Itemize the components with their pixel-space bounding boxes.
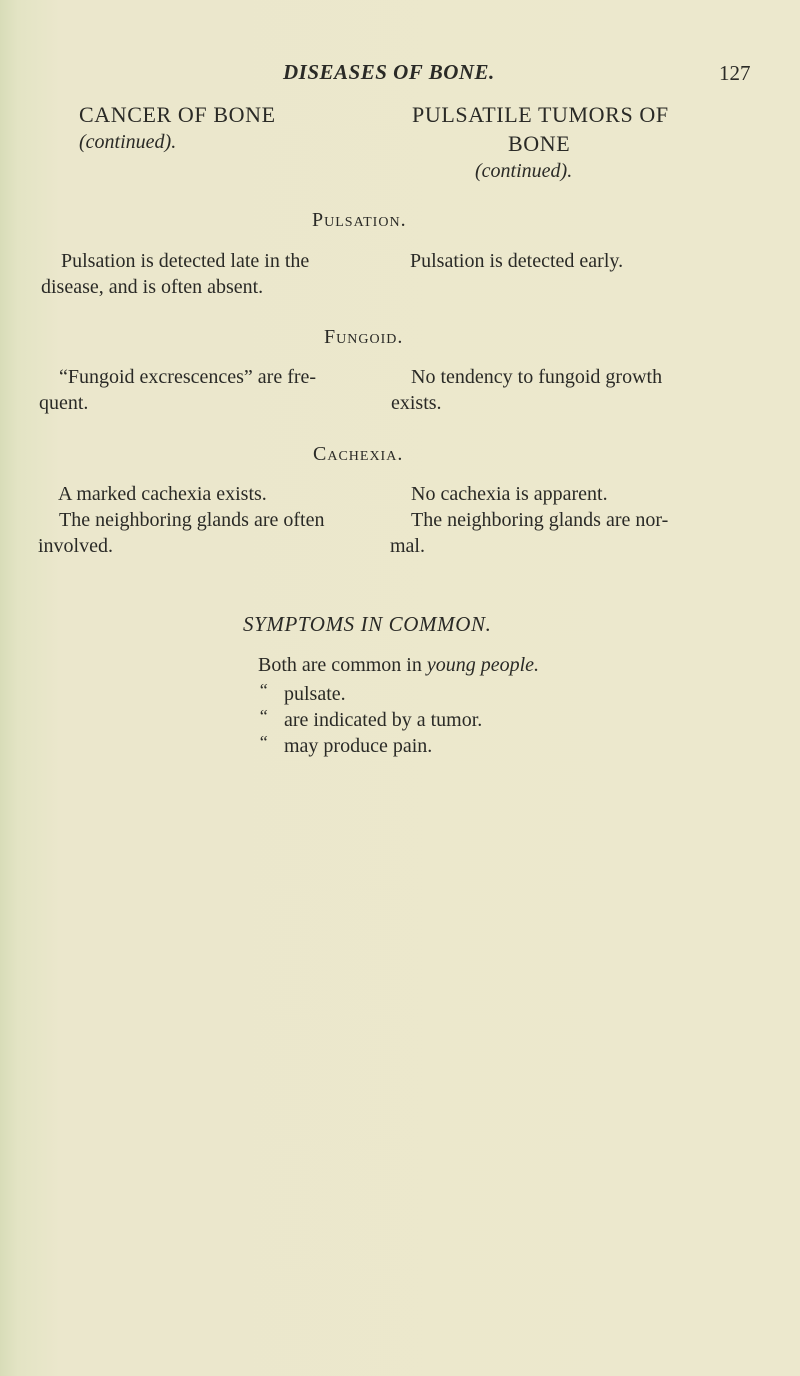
ditto-mark: “ <box>258 706 269 726</box>
pulsation-right-line1: Pulsation is detected early. <box>410 250 624 272</box>
symptoms-line1-prefix: Both are common in <box>258 654 427 676</box>
section-heading-cachexia: Cachexia. <box>313 443 404 465</box>
cachexia-right-line1: No cachexia is apparent. <box>411 483 608 505</box>
symptoms-line2 <box>258 680 346 706</box>
page-number: 127 <box>719 61 751 85</box>
cachexia-right-line2: The neighboring glands are nor- <box>411 509 669 531</box>
left-column-title: CANCER OF BONE <box>79 102 276 127</box>
left-column-subtitle: (continued). <box>79 131 177 153</box>
ditto-mark: “ <box>258 680 269 700</box>
symptoms-line4-text: may produce pain. <box>284 735 433 757</box>
symptoms-line3 <box>258 706 482 732</box>
symptoms-line1 <box>258 654 539 677</box>
pulsation-left-line1: Pulsation is detected late in the <box>61 250 310 272</box>
cachexia-left-line1: A marked cachexia exists. <box>58 483 267 505</box>
fungoid-right-line1: No tendency to fungoid growth <box>411 366 663 388</box>
section-heading-fungoid: Fungoid. <box>324 326 404 348</box>
symptoms-line3-text: are indicated by a tumor. <box>284 709 483 731</box>
fungoid-left-line1: “Fungoid excrescences” are fre- <box>59 366 317 388</box>
cachexia-right-line3: mal. <box>390 535 425 557</box>
symptoms-line4 <box>258 732 432 758</box>
symptoms-line2-text: pulsate. <box>284 683 346 705</box>
right-column-title-line1: PULSATILE TUMORS OF <box>412 102 669 127</box>
running-head: DISEASES OF BONE. <box>283 60 495 84</box>
ditto-mark: “ <box>258 732 269 752</box>
right-column-subtitle: (continued). <box>475 160 573 182</box>
cachexia-left-line3: involved. <box>38 535 113 557</box>
fungoid-right-line2: exists. <box>391 392 442 414</box>
pulsation-left-line2: disease, and is often absent. <box>41 276 264 298</box>
right-column-title-line2: BONE <box>508 131 571 156</box>
section-heading-pulsation: Pulsation. <box>312 209 407 231</box>
cachexia-left-line2: The neighboring glands are often <box>59 509 325 531</box>
symptoms-heading: SYMPTOMS IN COMMON. <box>243 612 492 636</box>
symptoms-line1-emphasis: young people. <box>426 654 540 676</box>
fungoid-left-line2: quent. <box>39 392 89 414</box>
